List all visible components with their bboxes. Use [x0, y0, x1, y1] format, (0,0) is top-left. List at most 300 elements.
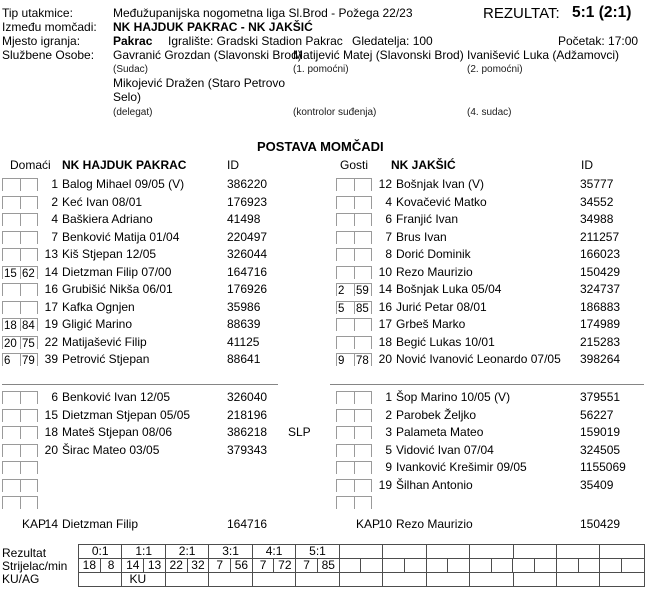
sub-minute-box: 59 — [354, 283, 372, 296]
teams-label: Između momčadi: — [2, 20, 97, 34]
player-number: 39 — [44, 352, 58, 366]
player-number: 18 — [44, 425, 58, 439]
away-lineup-divider — [330, 384, 644, 385]
goal-minute-cell: 8 — [101, 559, 123, 572]
player-row — [336, 334, 644, 352]
sub-player-out-box — [336, 213, 354, 226]
role-fourth-official: (4. sudac) — [467, 107, 512, 118]
player-row — [2, 229, 324, 247]
sub-player-out-box — [336, 461, 354, 474]
sub-player-out-box: 6 — [2, 353, 20, 366]
ku-ag-cell — [514, 573, 557, 586]
player-name: Šop Marino 10/05 (V) — [396, 390, 511, 404]
player-name: Vidović Ivan 07/04 — [396, 442, 494, 457]
player-name: Benković Matija 01/04 — [62, 229, 180, 244]
sub-player-out-box: 9 — [336, 353, 354, 366]
player-number: 8 — [385, 247, 392, 261]
sub-minute-box — [20, 391, 38, 404]
sub-minute-box — [354, 444, 372, 457]
sub-player-out-box — [2, 496, 20, 509]
official-referee: Gavranić Grozdan (Slavonski Brod) — [113, 48, 302, 62]
player-id: 174989 — [580, 317, 621, 331]
player-id: 186883 — [580, 299, 621, 314]
player-id: 326040 — [227, 390, 268, 404]
goal-minute-cell: 85 — [318, 559, 340, 572]
role-assistant2: (2. pomoćni) — [467, 64, 523, 75]
player-name: Balog Mihael 09/05 (V) — [62, 177, 185, 191]
sub-player-out-box: 18 — [2, 318, 20, 331]
player-id: 176926 — [227, 282, 268, 296]
player-row — [336, 351, 644, 369]
player-name: Bošnjak Luka 05/04 — [396, 282, 502, 296]
sub-player-out-box: 5 — [336, 301, 354, 314]
role-referee: (Sudac) — [113, 64, 149, 75]
attendance-value: Gledatelja: 100 — [352, 34, 433, 48]
score-result-cell: 0:1 — [79, 545, 122, 558]
sub-minute-box: 75 — [20, 336, 38, 349]
player-id: 176923 — [227, 194, 268, 209]
teams-value: NK HAJDUK PAKRAC - NK JAKŠIĆ — [113, 20, 313, 34]
player-number: 9 — [385, 460, 392, 474]
sub-player-out-box — [2, 479, 20, 492]
player-row — [2, 407, 324, 425]
player-row — [336, 459, 644, 477]
score-ku-row — [79, 573, 644, 586]
sub-player-out-box — [336, 318, 354, 331]
away-starters-list — [336, 176, 644, 369]
score-result-cell — [383, 545, 426, 558]
sub-player-out-box: 20 — [2, 336, 20, 349]
scorer-number-cell — [557, 559, 579, 572]
player-extra-flag: SLP — [288, 425, 311, 439]
away-captain-number: 10 — [378, 517, 392, 531]
result-value: 5:1 (2:1) — [572, 4, 632, 21]
scorer-number-cell: 7 — [253, 559, 275, 572]
player-row — [2, 281, 324, 299]
home-substitutes-list — [2, 389, 324, 512]
player-name: Šilhan Antonio — [396, 477, 473, 492]
player-id: 35409 — [580, 477, 614, 492]
player-row — [336, 264, 644, 282]
player-name: Petrović Stjepan — [62, 352, 150, 366]
player-number: 7 — [385, 229, 392, 244]
player-row — [336, 494, 644, 512]
player-number: 6 — [51, 390, 58, 404]
player-id: 164716 — [227, 264, 268, 279]
player-number: 18 — [378, 334, 392, 349]
sub-player-out-box — [336, 231, 354, 244]
goal-minute-cell — [579, 559, 601, 572]
player-id: 34552 — [580, 194, 614, 209]
home-id-header: ID — [227, 158, 239, 172]
sub-minute-box: 62 — [20, 266, 38, 279]
player-number: 12 — [378, 177, 392, 191]
match-type-label: Tip utakmice: — [2, 6, 73, 20]
player-id: 166023 — [580, 247, 621, 261]
player-row — [2, 334, 324, 352]
sub-minute-box — [20, 248, 38, 261]
sub-minute-box — [20, 496, 38, 509]
sub-player-out-box — [2, 409, 20, 422]
player-name: Mateš Stjepan 08/06 — [62, 425, 173, 439]
player-name: Kafka Ognjen — [62, 299, 135, 314]
sub-player-out-box — [336, 248, 354, 261]
player-name: Gligić Marino — [62, 317, 133, 331]
player-id: 35986 — [227, 299, 261, 314]
player-number: 10 — [378, 264, 392, 279]
score-row-label-scorer: Strijelac/min — [2, 559, 68, 573]
scorer-number-cell: 22 — [166, 559, 188, 572]
player-name: Dietzman Filip 07/00 — [62, 264, 172, 279]
score-result-cell — [427, 545, 470, 558]
goal-minute-cell: 32 — [188, 559, 210, 572]
away-captain-row — [336, 516, 644, 534]
home-lineup-divider — [2, 384, 278, 385]
player-name: Kovačević Matko — [396, 194, 487, 209]
player-row — [336, 316, 644, 334]
scorer-number-cell — [470, 559, 492, 572]
player-number: 19 — [378, 477, 392, 492]
sub-minute-box — [354, 461, 372, 474]
sub-minute-box — [20, 283, 38, 296]
sub-player-out-box — [2, 231, 20, 244]
role-referee-controller: (kontrolor suđenja) — [293, 107, 377, 118]
score-result-cell: 5:1 — [296, 545, 339, 558]
home-side-label: Domaći — [10, 158, 51, 172]
scorer-number-cell: 7 — [209, 559, 231, 572]
score-result-cell — [557, 545, 600, 558]
player-name: Ivanković Krešimir 09/05 — [396, 460, 527, 474]
player-id: 35777 — [580, 177, 614, 191]
ku-ag-cell — [470, 573, 513, 586]
goal-minute-cell — [622, 559, 644, 572]
sub-minute-box — [354, 336, 372, 349]
official-assistant1: Matijević Matej (Slavonski Brod) — [293, 48, 464, 62]
goal-minute-cell: 72 — [274, 559, 296, 572]
sub-minute-box — [20, 409, 38, 422]
player-number: 22 — [44, 334, 58, 349]
sub-player-out-box — [336, 496, 354, 509]
player-id: 56227 — [580, 407, 614, 422]
score-row-label-ku: KU/AG — [2, 572, 40, 586]
player-id: 379551 — [580, 390, 621, 404]
player-name: Palameta Mateo — [396, 425, 484, 439]
player-number: 2 — [51, 194, 58, 209]
player-number: 6 — [385, 212, 392, 226]
kickoff-time: Početak: 17:00 — [558, 34, 639, 48]
sub-minute-box — [354, 391, 372, 404]
sub-player-out-box — [336, 266, 354, 279]
home-captain-label: KAP — [22, 517, 47, 531]
goal-minute-cell — [448, 559, 470, 572]
scorer-number-cell: 14 — [122, 559, 144, 572]
scorer-number-cell — [340, 559, 362, 572]
score-results-row — [79, 545, 644, 559]
ku-ag-cell — [427, 573, 470, 586]
player-name: Grbeš Marko — [396, 317, 466, 331]
player-number: 3 — [385, 425, 392, 439]
player-name: Matijašević Filip — [62, 334, 147, 349]
ku-ag-cell — [296, 573, 339, 586]
player-name: Nović Ivanović Leonardo 07/05 — [396, 352, 561, 366]
player-row — [336, 211, 644, 229]
player-name: Begić Lukas 10/01 — [396, 334, 495, 349]
player-name: Brus Ivan — [396, 229, 447, 244]
player-id: 324737 — [580, 282, 621, 296]
ku-ag-cell — [166, 573, 209, 586]
sub-player-out-box — [2, 178, 20, 191]
player-name: Jurić Petar 08/01 — [396, 299, 487, 314]
home-team-name: NK HAJDUK PAKRAC — [62, 158, 187, 172]
venue-city: Pakrac — [113, 34, 153, 48]
score-result-cell — [600, 545, 643, 558]
player-name: Kiš Stjepan 12/05 — [62, 247, 157, 261]
player-id: 324505 — [580, 442, 621, 457]
sub-minute-box: 78 — [354, 353, 372, 366]
ku-ag-cell: KU — [122, 573, 165, 586]
sub-minute-box: 84 — [20, 318, 38, 331]
player-row — [2, 459, 324, 477]
sub-player-out-box — [2, 196, 20, 209]
scorer-number-cell — [383, 559, 405, 572]
player-row — [336, 299, 644, 317]
player-name: Baškiera Adriano — [62, 212, 153, 226]
sub-player-out-box: 15 — [2, 266, 20, 279]
sub-minute-box — [354, 479, 372, 492]
home-captain-row — [2, 516, 324, 534]
sub-minute-box — [20, 213, 38, 226]
official-assistant2: Ivanišević Luka (Adžamovci) — [467, 48, 620, 62]
player-number: 7 — [51, 229, 58, 244]
player-row — [2, 389, 324, 407]
sub-minute-box: 85 — [354, 301, 372, 314]
score-result-cell — [514, 545, 557, 558]
home-starters-list — [2, 176, 324, 369]
away-substitutes-list — [336, 389, 644, 512]
player-name: Dorić Dominik — [396, 247, 471, 261]
ku-ag-cell — [209, 573, 252, 586]
score-table — [78, 544, 645, 587]
player-number: 20 — [378, 352, 392, 366]
player-number: 14 — [44, 264, 58, 279]
venue-label: Mjesto igranja: — [2, 34, 81, 48]
player-number: 2 — [385, 407, 392, 422]
sub-minute-box: 79 — [20, 353, 38, 366]
player-row — [2, 316, 324, 334]
sub-player-out-box — [2, 283, 20, 296]
player-row — [336, 442, 644, 460]
player-number: 5 — [385, 442, 392, 457]
player-number: 1 — [51, 177, 58, 191]
sub-player-out-box: 2 — [336, 283, 354, 296]
role-assistant1: (1. pomoćni) — [293, 64, 349, 75]
sub-minute-box — [354, 409, 372, 422]
sub-player-out-box — [2, 391, 20, 404]
away-captain-name: Rezo Maurizio — [396, 517, 473, 531]
away-side-label: Gosti — [340, 158, 369, 172]
score-result-cell: 2:1 — [166, 545, 209, 558]
match-type-value: Međužupanijska nogometna liga Sl.Brod - Požega 22/23 — [113, 6, 413, 20]
goal-minute-cell — [535, 559, 557, 572]
score-result-cell: 1:1 — [122, 545, 165, 558]
player-row — [2, 176, 324, 194]
player-row — [336, 477, 644, 495]
ku-ag-cell — [600, 573, 643, 586]
player-row — [336, 424, 644, 442]
sub-minute-box — [20, 196, 38, 209]
player-row — [336, 389, 644, 407]
scorer-number-cell: 18 — [79, 559, 101, 572]
score-result-cell: 4:1 — [253, 545, 296, 558]
goal-minute-cell — [361, 559, 383, 572]
sub-player-out-box — [2, 248, 20, 261]
official-delegate: Mikojević Dražen (Staro Petrovo Selo) — [113, 76, 286, 104]
sub-player-out-box — [336, 391, 354, 404]
sub-minute-box — [20, 178, 38, 191]
stadium-value: Igralište: Gradski Stadion Pakrac — [168, 34, 343, 48]
sub-minute-box — [354, 496, 372, 509]
sub-player-out-box — [2, 426, 20, 439]
scorer-number-cell — [513, 559, 535, 572]
player-name: Rezo Maurizio — [396, 264, 473, 279]
away-captain-id: 150429 — [580, 517, 621, 531]
home-captain-name: Dietzman Filip — [62, 517, 139, 531]
sub-player-out-box — [2, 301, 20, 314]
score-scorers-row — [79, 559, 644, 573]
player-row — [2, 351, 324, 369]
player-name: Parobek Željko — [396, 407, 477, 422]
player-row — [2, 477, 324, 495]
player-id: 220497 — [227, 229, 268, 244]
sub-minute-box — [354, 266, 372, 279]
player-id: 386218 — [227, 425, 268, 439]
player-id: 215283 — [580, 334, 621, 349]
player-id: 150429 — [580, 264, 621, 279]
sub-minute-box — [20, 444, 38, 457]
player-number: 20 — [44, 442, 58, 457]
player-id: 211257 — [580, 229, 620, 244]
sub-minute-box — [20, 301, 38, 314]
sub-player-out-box — [336, 178, 354, 191]
player-row — [2, 424, 324, 442]
player-id: 398264 — [580, 352, 621, 366]
sub-minute-box — [354, 248, 372, 261]
player-row — [2, 246, 324, 264]
score-result-cell — [340, 545, 383, 558]
player-row — [2, 442, 324, 460]
player-row — [2, 194, 324, 212]
player-number: 4 — [51, 212, 58, 226]
sub-minute-box — [354, 196, 372, 209]
player-id: 41498 — [227, 212, 261, 226]
home-captain-id: 164716 — [227, 517, 268, 531]
ku-ag-cell — [340, 573, 383, 586]
sub-minute-box — [354, 178, 372, 191]
goal-minute-cell: 56 — [231, 559, 253, 572]
player-row — [336, 407, 644, 425]
player-id: 159019 — [580, 425, 621, 439]
sub-minute-box — [354, 213, 372, 226]
away-captain-label: KAP — [356, 517, 381, 531]
player-id: 1155069 — [580, 460, 626, 474]
sub-minute-box — [20, 426, 38, 439]
sub-player-out-box — [336, 336, 354, 349]
sub-minute-box — [20, 231, 38, 244]
lineup-title: POSTAVA MOMČADI — [257, 139, 384, 154]
sub-player-out-box — [2, 213, 20, 226]
sub-minute-box — [354, 231, 372, 244]
goal-minute-cell: 13 — [144, 559, 166, 572]
player-row — [2, 264, 324, 282]
player-name: Širac Mateo 03/05 — [62, 442, 160, 457]
player-number: 4 — [385, 194, 392, 209]
score-result-cell — [470, 545, 513, 558]
result-label: REZULTAT: — [483, 5, 560, 22]
sub-minute-box — [354, 426, 372, 439]
player-id: 41125 — [227, 334, 260, 349]
player-id: 386220 — [227, 177, 268, 191]
player-row — [2, 299, 324, 317]
player-number: 17 — [378, 317, 392, 331]
sub-player-out-box — [336, 196, 354, 209]
sub-minute-box — [20, 461, 38, 474]
player-id: 379343 — [227, 442, 268, 457]
player-row — [336, 229, 644, 247]
player-row — [336, 281, 644, 299]
player-row — [336, 194, 644, 212]
player-row — [336, 246, 644, 264]
away-team-name: NK JAKŠIĆ — [391, 158, 456, 172]
player-row — [336, 176, 644, 194]
player-name: Franjić Ivan — [396, 212, 459, 226]
score-result-cell: 3:1 — [209, 545, 252, 558]
sub-player-out-box — [2, 461, 20, 474]
player-id: 88639 — [227, 317, 261, 331]
player-row — [2, 211, 324, 229]
sub-player-out-box — [2, 444, 20, 457]
player-id: 88641 — [227, 352, 261, 366]
player-number: 16 — [378, 299, 392, 314]
sub-player-out-box — [336, 444, 354, 457]
player-number: 19 — [44, 317, 58, 331]
ku-ag-cell — [383, 573, 426, 586]
player-number: 14 — [378, 282, 392, 296]
player-name: Dietzman Stjepan 05/05 — [62, 407, 191, 422]
sub-player-out-box — [336, 426, 354, 439]
player-row — [2, 494, 324, 512]
player-number: 16 — [44, 282, 58, 296]
ku-ag-cell — [79, 573, 122, 586]
away-id-header: ID — [581, 158, 593, 172]
player-number: 17 — [44, 299, 58, 314]
scorer-number-cell: 7 — [296, 559, 318, 572]
player-id: 218196 — [227, 407, 268, 422]
role-delegate: (delegat) — [113, 107, 153, 118]
scorer-number-cell — [427, 559, 449, 572]
goal-minute-cell — [405, 559, 427, 572]
score-row-label-result: Rezultat — [2, 546, 47, 560]
sub-player-out-box — [336, 409, 354, 422]
player-name: Bošnjak Ivan (V) — [396, 177, 485, 191]
ku-ag-cell — [253, 573, 296, 586]
sub-minute-box — [354, 318, 372, 331]
sub-player-out-box — [336, 479, 354, 492]
ku-ag-cell — [557, 573, 600, 586]
player-name: Benković Ivan 12/05 — [62, 390, 171, 404]
player-number: 15 — [44, 407, 58, 422]
player-id: 34988 — [580, 212, 614, 226]
scorer-number-cell — [600, 559, 622, 572]
